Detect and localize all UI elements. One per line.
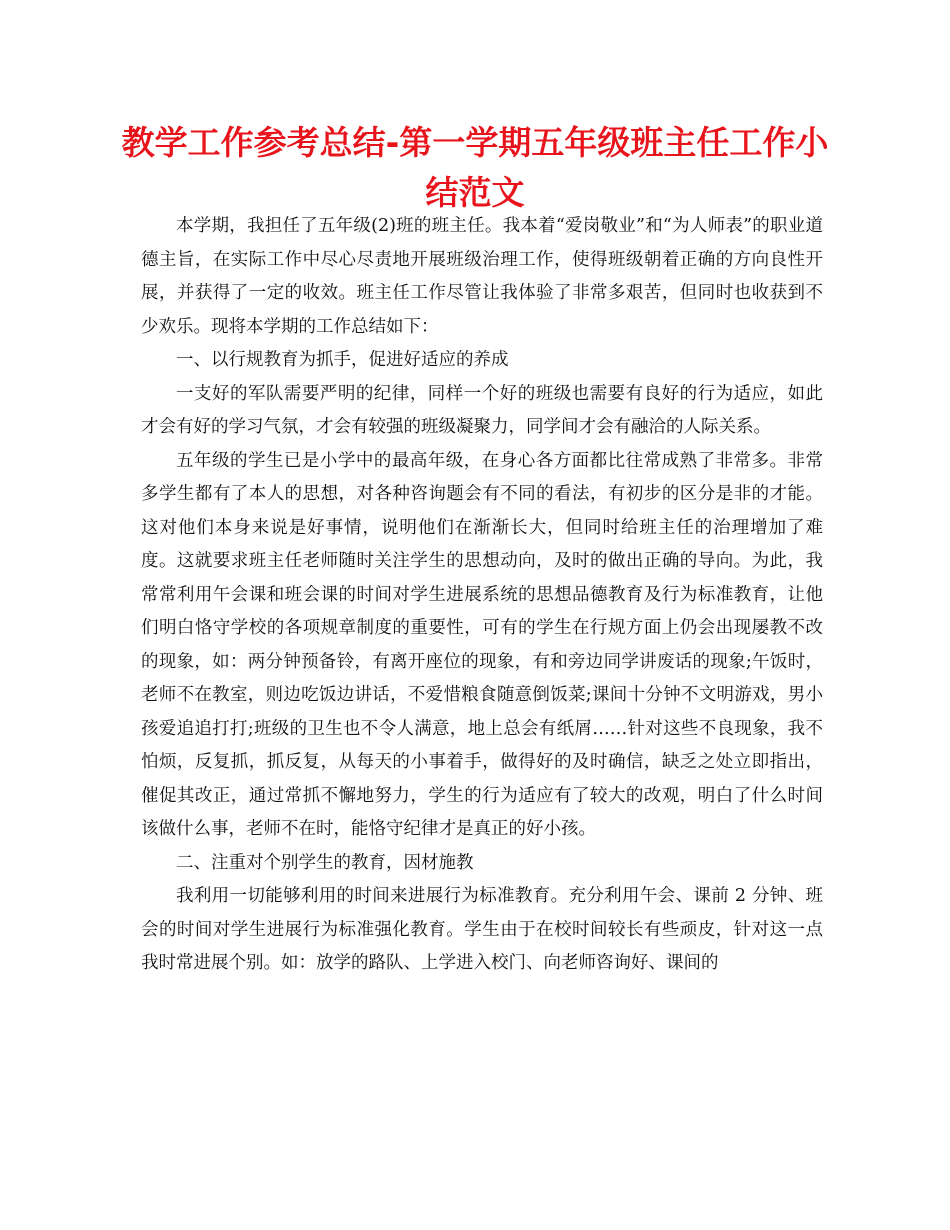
paragraph-individual-education: 我利用一切能够利用的时间来进展行为标准教育。充分利用午会、课前 2 分钟、班会的时间对学生进展行为标准强化教育。学生由于在校时间较长有些顽皮，针对这一点我时常进展个别。如：放学的路队、上学进入校门、向老师咨询好、课间的	[141, 886, 823, 973]
section-heading-2: 二、注重对个别学生的教育，因材施教	[176, 852, 474, 873]
section-heading-1: 一、以行规教育为抓手，促进好适应的养成	[176, 350, 509, 370]
paragraph-grade-five: 五年级的学生已是小学中的最高年级，在身心各方面都比往常成熟了非常多。非常多学生都有了本人的思想，对各种咨询题会有不同的看法，有初步的区分是非的才能。这对他们本身来说是好事情，说明他们在渐渐长大，但同时给班主任的治理增加了难度。这就要求班主任老师随时关注学生的思想动向，及时的做出正确的导向。为此，我常常利用午会课和班会课的时间对学生进展系统的思想品德教育及行为标准教育，让他们明白恪守学校的各项规章制度的重要性，可有的学生在行规方面上仍会出现屡教不改的现象，如：两分钟预备铃，有离开座位的现象，有和旁边同学讲废话的现象;午饭时，老师不在教室，则边吃饭边讲话，不爱惜粮食随意倒饭菜;课间十分钟不文明游戏，男小孩爱追追打打;班级的卫生也不令人满意，地上总会有纸屑……针对这些不良现象，我不怕烦，反复抓，抓反复，从每天的小事着手，做得好的及时确信，缺乏之处立即指出，催促其改正，通过常抓不懈地努力，学生的行为适应有了较大的改观，明白了什么时间该做什么事，老师不在时，能恪守纪律才是真正的好小孩。	[141, 450, 823, 839]
paragraph-discipline: 一支好的军队需要严明的纪律，同样一个好的班级也需要有良好的行为适应，如此才会有好的学习气氛，才会有较强的班级凝聚力，同学间才会有融洽的人际关系。	[141, 383, 823, 437]
document-title: 教学工作参考总结-第一学期五年级班主任工作小结范文	[121, 123, 829, 212]
paragraph-intro: 本学期，我担任了五年级(2)班的班主任。我本着“爱岗敬业”和“为人师表”的职业道德主旨，在实际工作中尽心尽责地开展班级治理工作，使得班级朝着正确的方向良性开展，并获得了一定的收效。班主任工作尽管让我体验了非常多艰苦，但同时也收获到不少欢乐。现将本学期的工作总结如下：	[141, 216, 823, 337]
document-body	[141, 210, 823, 981]
